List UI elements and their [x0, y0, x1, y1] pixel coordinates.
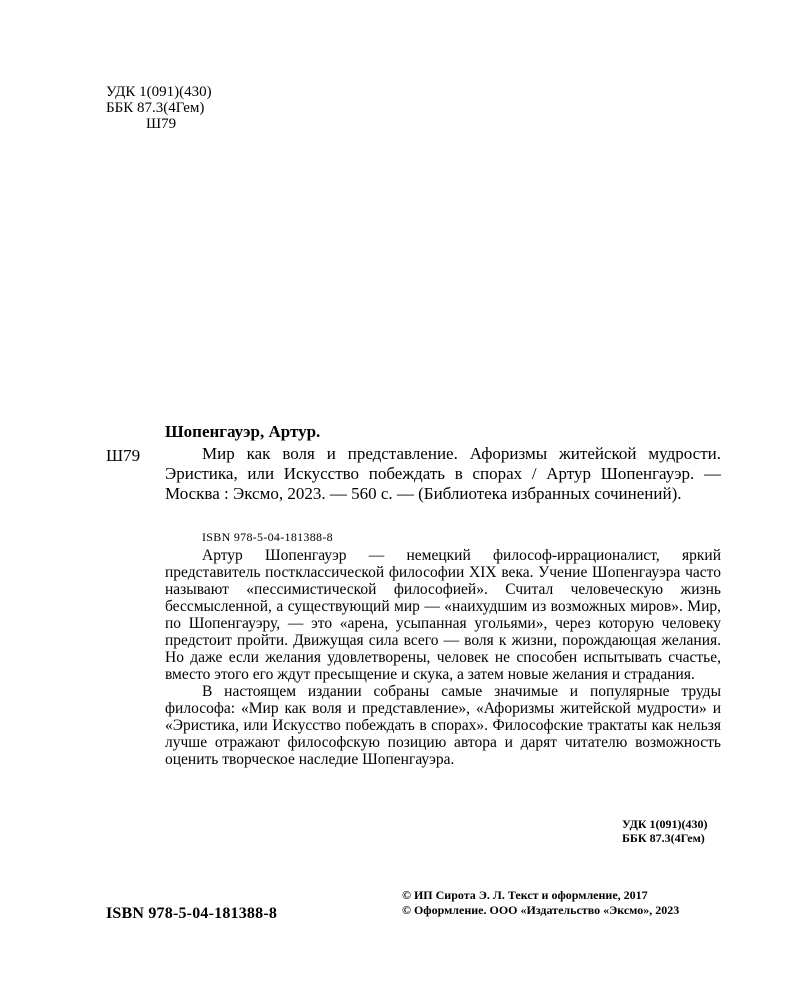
annotation-paragraph: Артур Шопенгауэр — немецкий философ-иррационалист, яркий представитель постклассической философии XIX века. Учение Шопенгауэра часто называют «пессимистической философией». Считал человеческую жизнь бессмысленной, а существующий мир — «наихудшим из возможных миров». Мир, по Шопенгауэру, — это «арена, усыпанная угольями», через которую человеку предстоит пройти. Движущая сила всего — воля к жизни, порождающая желания. Но даже если желания удовлетворены, человек не способен испытывать счастье, вместо этого его ждут пресыщение и скука, а затем новые желания и страдания. [165, 547, 721, 683]
record-author-sign: Ш79 [106, 446, 141, 465]
bbk-code: ББК 87.3(4Гем) [106, 100, 205, 116]
udk-code-bottom: УДК 1(091)(430) [622, 817, 708, 831]
record-description: Мир как воля и представление. Афоризмы житейской мудрости. Эристика, или Искусство побеждать в спорах / Артур Шопенгауэр. — Москва : Эксмо, 2023. — 560 с. — (Библиотека избранных сочинений). [165, 444, 721, 503]
copyright-line: © Оформление. ООО «Издательство «Эксмо», 2023 [402, 903, 680, 917]
copyright-notices [402, 888, 679, 918]
record-author: Шопенгауэр, Артур. [165, 422, 321, 441]
isbn-bottom: ISBN 978-5-04-181388-8 [106, 905, 278, 922]
classification-codes [106, 84, 212, 132]
bibliographic-record [165, 422, 721, 504]
annotation [165, 547, 721, 768]
bbk-code-bottom: ББК 87.3(4Гем) [622, 831, 705, 845]
copyright-line: © ИП Сирота Э. Л. Текст и оформление, 2017 [402, 888, 648, 902]
classification-codes-bottom [622, 817, 708, 845]
annotation-paragraph: В настоящем издании собраны самые значимые и популярные труды философа: «Мир как воля и представление», «Афоризмы житейской мудрости» и «Эристика, или Искусство побеждать в спорах». Философские трактаты как нельзя лучше отражают философскую позицию автора и дарят читателю возможность оценить творческое наследие Шопенгауэра. [165, 683, 721, 768]
author-sign-code: Ш79 [146, 116, 177, 132]
record-isbn: ISBN 978-5-04-181388-8 [202, 530, 333, 544]
udk-code: УДК 1(091)(430) [106, 84, 212, 100]
